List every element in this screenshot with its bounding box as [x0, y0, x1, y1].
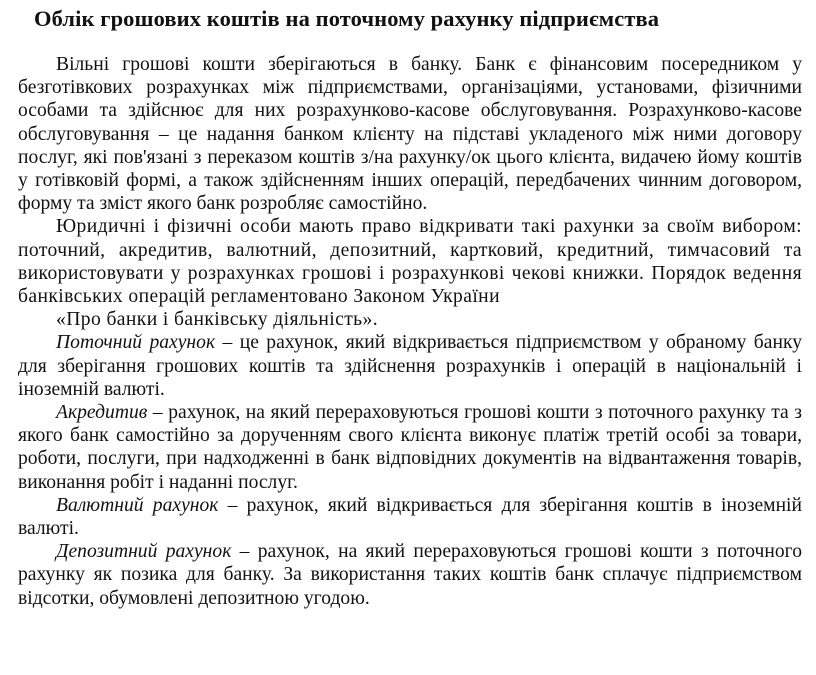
term-deposit-account: Депозитний рахунок	[56, 541, 232, 563]
term-current-account: Поточний рахунок	[56, 332, 216, 354]
definition-current-account: – це рахунок, який відкривається підприємством у обраному банку для зберігання грошових коштів та здійснення розрахунків і операцій в національній і іноземній валюті.	[18, 332, 802, 400]
paragraph-account-types	[18, 215, 802, 331]
paragraph-current-account	[18, 331, 802, 401]
paragraph-deposit-account	[18, 540, 802, 610]
document-title: Облік грошових коштів на поточному рахунку підприємства	[34, 6, 660, 31]
definition-letter-of-credit: – рахунок, на який перераховуються грошові кошти з поточного рахунку та з якого банк самостійно за дорученням свого клієнта виконує платіж третій особі за товари, роботи, послуги, при надходженні в банк відповідних документів на відвантаження товарів, виконання робіт і наданні послуг.	[18, 402, 802, 493]
definition-currency-account: – рахунок, який відкривається для зберігання коштів в іноземній валюті.	[18, 494, 802, 540]
law-title: «Про банки і банківську діяльність».	[56, 309, 379, 331]
document-body	[18, 53, 802, 610]
term-letter-of-credit: Акредитив	[56, 402, 148, 424]
account-types-text: Юридичні і фізичні особи мають право відкривати такі рахунки за своїм вибором: поточний, акредитив, валютний, депозитний, картковий, кредитний, тимчасовий та використовувати у розрахунках грошові і розрахункові чекові книжки. Порядок ведення банківських операцій регламентовано Законом України	[18, 216, 802, 308]
paragraph-currency-account	[18, 494, 802, 540]
definition-deposit-account: – рахунок, на який перераховуються грошові кошти з поточного рахунку як позика для банку. За використання таких коштів банк сплачує підприємством відсотки, обумовлені депозитною угодою.	[18, 541, 802, 609]
paragraph-letter-of-credit	[18, 401, 802, 494]
document-page	[18, 4, 802, 610]
term-currency-account: Валютний рахунок	[56, 494, 219, 516]
paragraph-bank-intro: Вільні грошові кошти зберігаються в банку. Банк є фінансовим посередником у безготівкових розрахунках між підприємствами, організаціями, установами, фізичними особами та здійснює для них розрахунково-касове обслуговування. Розрахунково-касове обслуговування – це надання банком клієнту на підставі укладеного між ними договору послуг, які пов'язані з переказом коштів з/на рахунку/ок цього клієнта, видачею йому коштів у готівковій формі, а також здійсненням інших операцій, передбачених чинним договором, форму та зміст якого банк розробляє самостійно.	[18, 54, 802, 215]
